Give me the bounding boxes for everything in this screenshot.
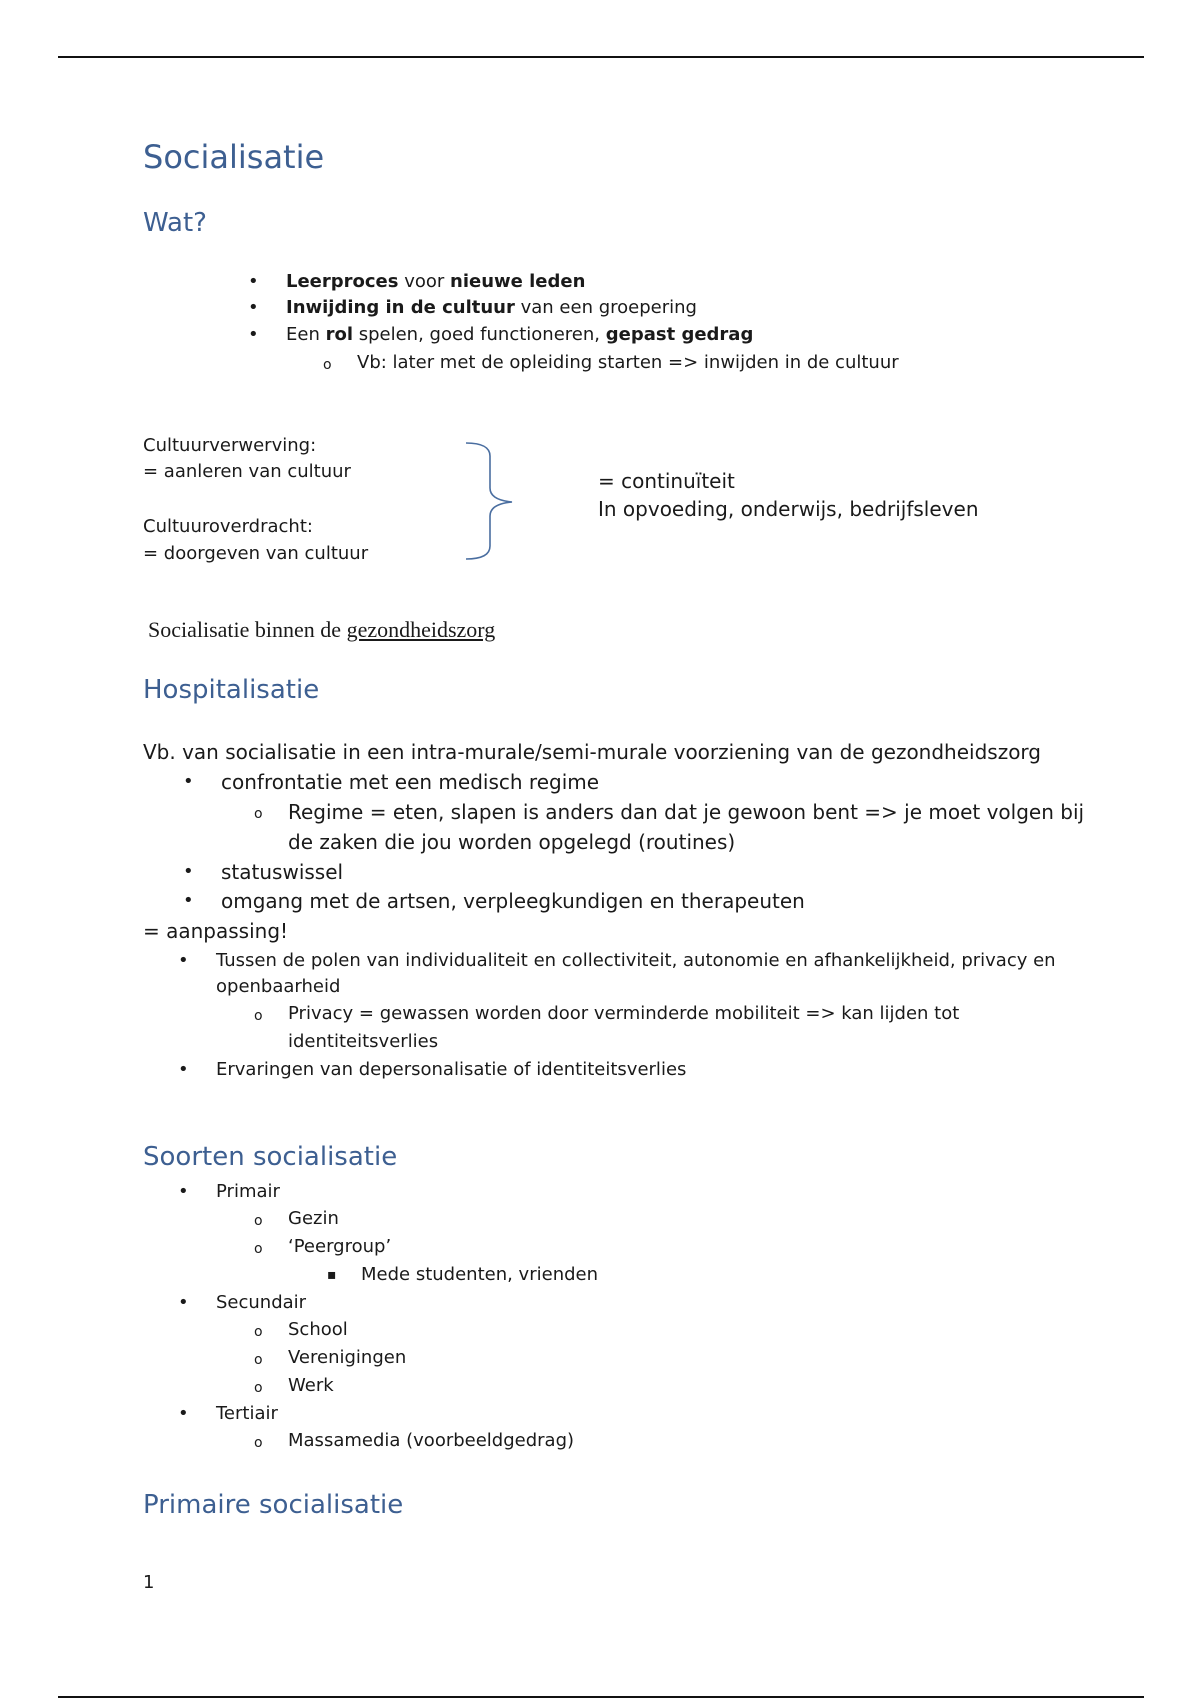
curly-brace-icon: [462, 440, 522, 562]
list-subitem: o Vb: later met de opleiding starten => inwijden in de cultuur: [357, 350, 899, 376]
heading-soorten: Soorten socialisatie: [143, 1142, 398, 1172]
list-subitem: o School: [288, 1317, 348, 1343]
list-subitem-cont: identiteitsverlies: [288, 1031, 439, 1052]
hospitalisatie-intro: Vb. van socialisatie in een intra-murale/semi-murale voorziening van de gezondheidszorg: [143, 740, 1041, 764]
bold-text: nieuwe leden: [450, 271, 586, 292]
bold-text: Leerproces: [286, 271, 399, 292]
continuiteit-context: In opvoeding, onderwijs, bedrijfsleven: [598, 497, 979, 521]
list-subitem: o ‘Peergroup’: [288, 1234, 391, 1260]
section-intro: [148, 617, 495, 643]
text: voor: [398, 271, 451, 292]
list-subitem: o Privacy = gewassen worden door verminderde mobiliteit => kan lijden tot: [288, 1001, 959, 1027]
list-subitem: o Verenigingen: [288, 1345, 406, 1371]
bold-text: Inwijding in de cultuur: [286, 297, 515, 318]
underlined-term: gezondheidszorg: [346, 617, 496, 642]
cultuuroverdracht-def: = doorgeven van cultuur: [143, 543, 369, 564]
cultuurverwerving-label: Cultuurverwerving:: [143, 435, 317, 456]
list-item: • Tertiair: [216, 1401, 278, 1427]
bold-text: rol: [325, 324, 353, 345]
list-subitem: o Regime = eten, slapen is anders dan dat je gewoon bent => je moet volgen bij: [288, 798, 1084, 826]
list-item: • confrontatie met een medisch regime: [221, 768, 599, 796]
page-number: 1: [143, 1572, 155, 1593]
heading-primaire: Primaire socialisatie: [143, 1490, 404, 1520]
footer-rule: [58, 1696, 1144, 1698]
list-item-cont: openbaarheid: [216, 976, 341, 997]
heading-hospitalisatie: Hospitalisatie: [143, 675, 320, 705]
list-item: [286, 322, 753, 348]
cultuuroverdracht-label: Cultuuroverdracht:: [143, 516, 313, 537]
text: spelen, goed functioneren,: [353, 324, 606, 345]
cultuurverwerving-def: = aanleren van cultuur: [143, 461, 351, 482]
text: Een: [286, 324, 326, 345]
list-item: [286, 269, 585, 295]
list-subitem: o Massamedia (voorbeeldgedrag): [288, 1428, 574, 1454]
heading-wat: Wat?: [143, 208, 207, 238]
list-item: • omgang met de artsen, verpleegkundigen en therapeuten: [221, 887, 805, 915]
continuiteit-text: = continuïteit: [598, 469, 735, 493]
list-subitem-cont: de zaken die jou worden opgelegd (routines): [288, 830, 736, 854]
list-item: • statuswissel: [221, 858, 343, 886]
list-item: [286, 295, 697, 321]
list-subitem: o Werk: [288, 1373, 334, 1399]
aanpassing-text: = aanpassing!: [143, 919, 289, 943]
list-item: • Ervaringen van depersonalisatie of identiteitsverlies: [216, 1057, 686, 1083]
list-item: • Tussen de polen van individualiteit en collectiviteit, autonomie en afhankelijkheid, privacy en: [216, 948, 1056, 974]
header-rule: [58, 56, 1144, 58]
list-item: • Secundair: [216, 1290, 306, 1316]
list-subitem: o Gezin: [288, 1206, 339, 1232]
page-title: Socialisatie: [143, 138, 325, 176]
text: Socialisatie binnen de: [148, 617, 347, 642]
text: van een groepering: [514, 297, 697, 318]
bold-text: gepast gedrag: [605, 324, 754, 345]
list-item: • Primair: [216, 1179, 280, 1205]
list-subsubitem: ▪ Mede studenten, vrienden: [361, 1262, 598, 1288]
